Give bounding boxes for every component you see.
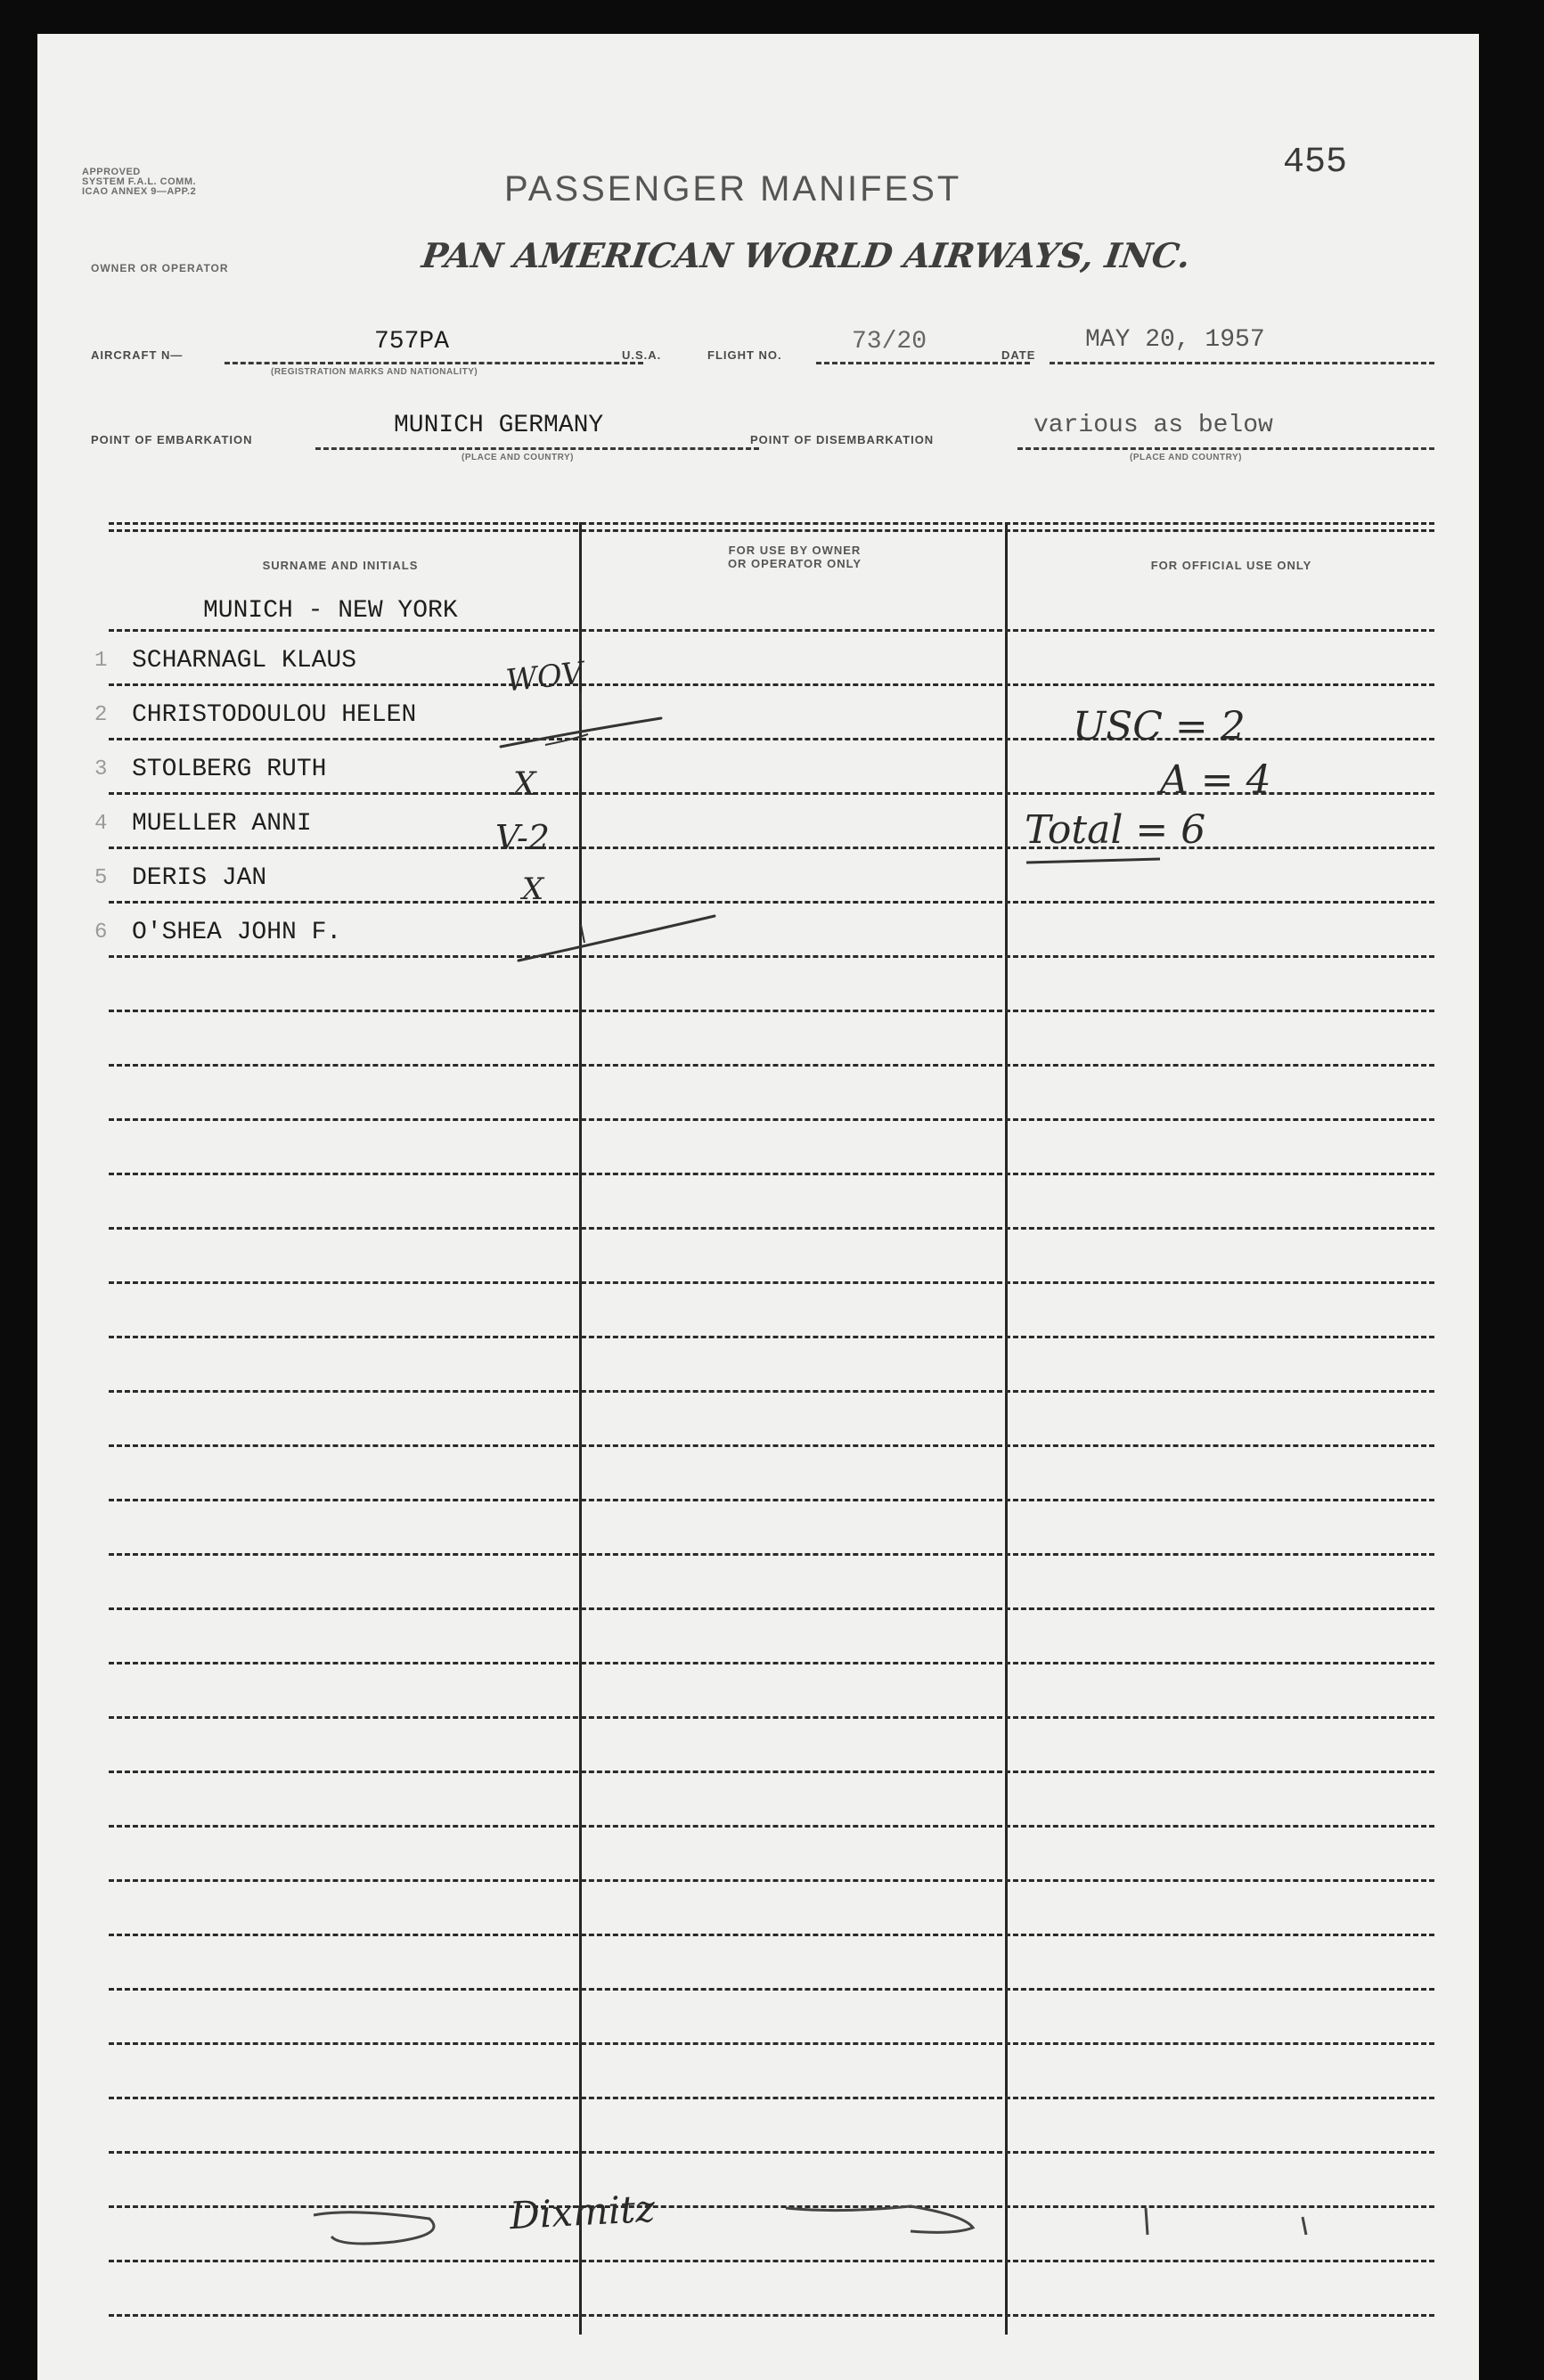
passenger-number: 4: [94, 812, 108, 836]
disembarkation-value: various as below: [1033, 412, 1273, 439]
route: MUNICH - NEW YORK: [203, 597, 458, 625]
handwritten-mark: X: [522, 871, 544, 907]
official-note-usc: USC = 2: [1073, 704, 1246, 749]
handwritten-mark: WOV: [504, 655, 585, 699]
aircraft-sublabel: (REGISTRATION MARKS AND NATIONALITY): [271, 367, 478, 377]
aircraft-nationality: U.S.A.: [622, 348, 662, 362]
aircraft-label: AIRCRAFT N—: [91, 348, 184, 362]
disembarkation-sublabel: (PLACE AND COUNTRY): [1130, 453, 1242, 462]
embarkation-value: MUNICH GERMANY: [394, 412, 604, 439]
owner-use-header-line-2: OR OPERATOR ONLY: [727, 557, 862, 570]
aircraft-registration: 757PA: [374, 328, 450, 356]
official-note-total: Total = 6: [1025, 807, 1206, 853]
passenger-number: 1: [94, 649, 108, 673]
flight-date: MAY 20, 1957: [1085, 326, 1265, 354]
handwritten-mark: V-2: [495, 818, 550, 857]
page-number: 455: [1283, 143, 1348, 183]
passenger-number: 3: [94, 757, 108, 781]
manifest-sheet: [37, 34, 1479, 2380]
handwritten-strokes: [37, 34, 1479, 2380]
handwritten-mark: X: [513, 766, 536, 803]
owner-label: OWNER OR OPERATOR: [91, 262, 229, 274]
official-use-column-header: FOR OFFICIAL USE ONLY: [1150, 559, 1312, 572]
disembarkation-label: POINT OF DISEMBARKATION: [750, 433, 935, 446]
flight-number: 73/20: [852, 328, 927, 356]
passenger-name: CHRISTODOULOU HELEN: [132, 701, 417, 729]
approval-line-1: APPROVED: [82, 167, 141, 177]
passenger-name: SCHARNAGL KLAUS: [132, 647, 357, 675]
passenger-number: 5: [94, 866, 108, 890]
approval-line-2: SYSTEM F.A.L. COMM.: [82, 176, 197, 187]
owner-use-header-line-1: FOR USE BY OWNER: [728, 544, 862, 557]
passenger-name: MUELLER ANNI: [132, 810, 312, 838]
passenger-name: DERIS JAN: [132, 864, 267, 892]
date-label: DATE: [1001, 348, 1036, 362]
embarkation-label: POINT OF EMBARKATION: [91, 433, 253, 446]
passenger-name: STOLBERG RUTH: [132, 756, 327, 783]
passenger-name: O'SHEA JOHN F.: [132, 919, 342, 946]
flight-label: FLIGHT NO.: [707, 348, 782, 362]
operator-name: PAN AMERICAN WORLD AIRWAYS, INC.: [419, 235, 1194, 275]
embarkation-sublabel: (PLACE AND COUNTRY): [462, 453, 574, 462]
page-title: PASSENGER MANIFEST: [504, 169, 962, 209]
signature: Dixmitz: [508, 2186, 657, 2238]
passenger-number: 2: [94, 703, 108, 727]
passenger-number: 6: [94, 920, 108, 945]
surname-column-header: SURNAME AND INITIALS: [262, 559, 419, 572]
approval-line-3: ICAO ANNEX 9—APP.2: [82, 186, 197, 197]
official-note-a: A = 4: [1160, 757, 1271, 803]
